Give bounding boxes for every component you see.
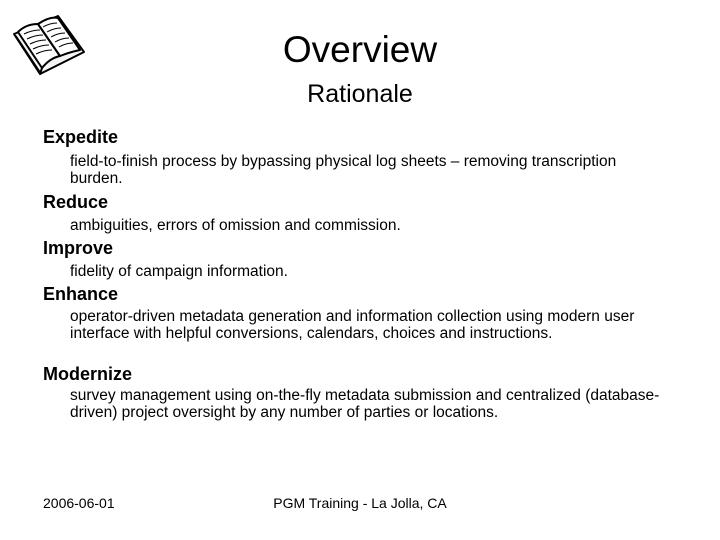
footer-event: PGM Training - La Jolla, CA bbox=[273, 495, 447, 511]
footer-date: 2006-06-01 bbox=[43, 495, 115, 511]
term-expedite: Expedite bbox=[43, 127, 119, 147]
desc-reduce: ambiguities, errors of omission and commission. bbox=[70, 217, 401, 234]
page-subtitle: Rationale bbox=[307, 80, 413, 108]
term-improve: Improve bbox=[43, 238, 114, 258]
desc-improve: fidelity of campaign information. bbox=[70, 263, 288, 280]
desc-expedite: field-to-finish process by bypassing physical log sheets – removing transcription burden. bbox=[70, 153, 617, 187]
desc-modernize: survey management using on-the-fly metadata submission and centralized (database-driven) project oversight by any number of parties or locations. bbox=[70, 387, 660, 421]
term-reduce: Reduce bbox=[43, 192, 109, 212]
desc-enhance: operator-driven metadata generation and information collection using modern user interface with helpful conversions, calendars, choices and instructions. bbox=[70, 308, 635, 342]
page-title: Overview bbox=[282, 29, 438, 70]
term-modernize: Modernize bbox=[43, 364, 133, 384]
term-enhance: Enhance bbox=[43, 284, 119, 304]
